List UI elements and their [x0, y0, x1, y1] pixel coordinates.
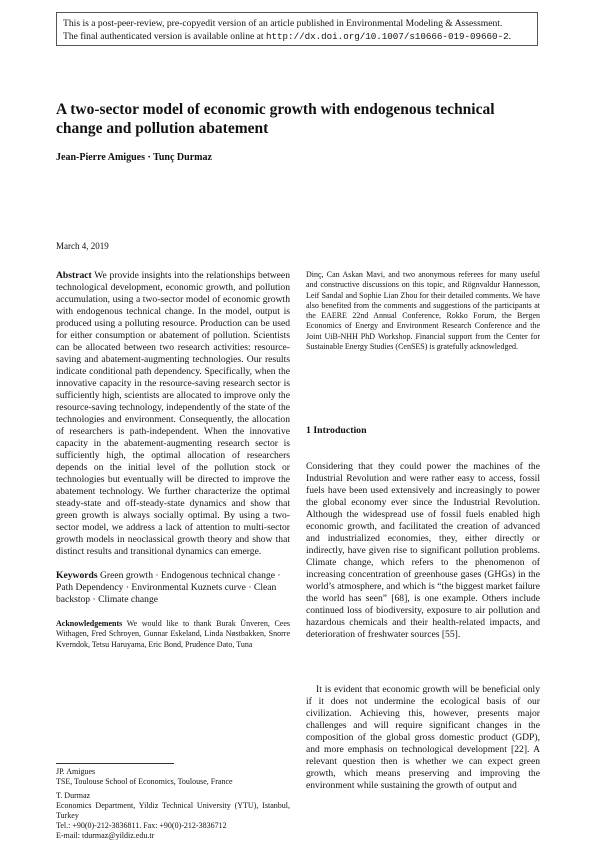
affiliation-email[interactable]: E-mail: tdurmaz@yildiz.edu.tr	[56, 831, 155, 840]
footnote-rule	[56, 763, 174, 764]
affiliation-line: Economics Department, Yildiz Technical University (YTU), Istanbul, Turkey	[56, 801, 290, 820]
acknowledgements-continuation: Dinç, Can Askan Mavi, and two anonymous referees for many useful and constructive discussions on this topic, and Rögnvaldur Hannesson, Leif Sandal and Sophie Lian Zhou for their detailed comments. We have also benefited from the comments and suggestions of the participants at the EAERE 22nd Annual Conference, Rokko Forum, the Bergen Economics of Energy and Environment Research Conference and the Joint UiB-NHH PhD Workshop. Financial support from the Center for Sustainable Energy Studies (CenSES) is gratefully acknowledged.	[306, 270, 540, 352]
abstract-text: We provide insights into the relationships between technological development, economic growth, and pollution accumulation, using a two-sector model of economic growth with endogenous technical change. In the model, output is produced using a polluting resource. Production can be used for either consumption or abatement of pollution. Scientists can be allocated between two research activities: resource-saving and abatement-augmenting technologies. Our results indicate conditional path dependency. Specifically, when the innovative capacity in the resource-saving research sector is sufficiently high, scientists are allocated to improve only the resource-saving technology, independently of the state of the technologies and environment. Consequently, the allocation of researchers is path-independent. When the innovative capacity in the abatement-augmenting research sector is sufficiently high, the optimal allocation of researchers depends on the initial level of the pollution stock or technologies but eventually will be directed to improve the abatement technology. We further characterize the optimal steady-state and off-steady-state dynamics and show that green growth is always socially optimal. By using a two-sector model, we address a lack of attention to multi-sector growth models in neoclassical growth theory and show that distinct results and transitional dynamics can emerge.	[56, 270, 290, 557]
left-column	[56, 270, 290, 650]
section-title: Introduction	[313, 425, 367, 436]
affiliation-name: T. Durmaz	[56, 791, 91, 800]
doi-link[interactable]: http://dx.doi.org/10.1007/s10666-019-09660-2	[266, 31, 509, 42]
affiliation-line: Tel.: +90(0)-212-3836811. Fax: +90(0)-212-3836712	[56, 821, 227, 830]
authors: Jean-Pierre Amigues · Tunç Durmaz	[56, 152, 212, 163]
notice-line-1: This is a post-peer-review, pre-copyedit version of an article published in Environmental Modeling & Assessment.	[63, 18, 503, 29]
intro-paragraph-2: It is evident that economic growth will be beneficial only if it does not undermine the ecological basis of our civilization. Achieving this, however, presents major challenges and will require significant changes in the composition of the global gross domestic product (GDP), and more emphasis on technological development [22]. A relevant question then is whether we can expect green growth, which means preserving and improving the environment while sustaining the growth of output and	[306, 684, 540, 791]
acknowledgements-label: Acknowledgements	[56, 619, 123, 628]
notice-line-2-suffix: .	[508, 31, 511, 42]
intro-paragraph-1: Considering that they could power the machines of the Industrial Revolution and were rather easy to access, fossil fuels have been used extensively and increasingly to power the global economy ever since the Industrial Revolution. Although the widespread use of fossil fuels enabled high economic growth, and facilitated the creation of advanced and industrialized economies, they, either directly or indirectly, have given rise to significant pollution problems. Climate change, which refers to the phenomenon of increasing concentration of greenhouse gases (GHGs) in the world’s atmosphere, and which is “the biggest market failure the world has seen” [68], is one example. Others include continued loss of biodiversity, exposure to air pollution and hazardous chemicals and their health-related impacts, and deterioration of freshwater sources [55].	[306, 461, 540, 640]
abstract	[56, 270, 290, 558]
affiliation-name: JP. Amigues	[56, 767, 96, 776]
section-heading	[306, 425, 367, 436]
keywords	[56, 570, 290, 606]
affiliations	[56, 767, 290, 841]
notice-line-2	[63, 30, 531, 43]
keywords-text: Green growth · Endogenous technical change · Path Dependency · Environmental Kuznets curve · Clean backstop · Climate change	[56, 570, 281, 605]
acknowledgements-text: We would like to thank Burak Ünveren, Cees Withagen, Fred Schroyen, Gunnar Eskeland, Linda Nøstbakken, Snorre Kverndok, Tetsu Haruyama, Eric Bond, Prudence Dato, Tuna	[56, 619, 290, 649]
preprint-notice	[56, 12, 538, 46]
affiliation-line: TSE, Toulouse School of Economics, Toulouse, France	[56, 777, 233, 786]
abstract-label: Abstract	[56, 270, 92, 281]
section-number: 1	[306, 425, 311, 436]
notice-line-2-prefix: The final authenticated version is available online at	[63, 31, 266, 42]
keywords-label: Keywords	[56, 570, 98, 581]
paper-title: A two-sector model of economic growth with endogenous technical change and pollution abatement	[56, 101, 495, 137]
right-column	[306, 270, 540, 352]
paper-date: March 4, 2019	[56, 241, 109, 251]
acknowledgements	[56, 619, 290, 650]
